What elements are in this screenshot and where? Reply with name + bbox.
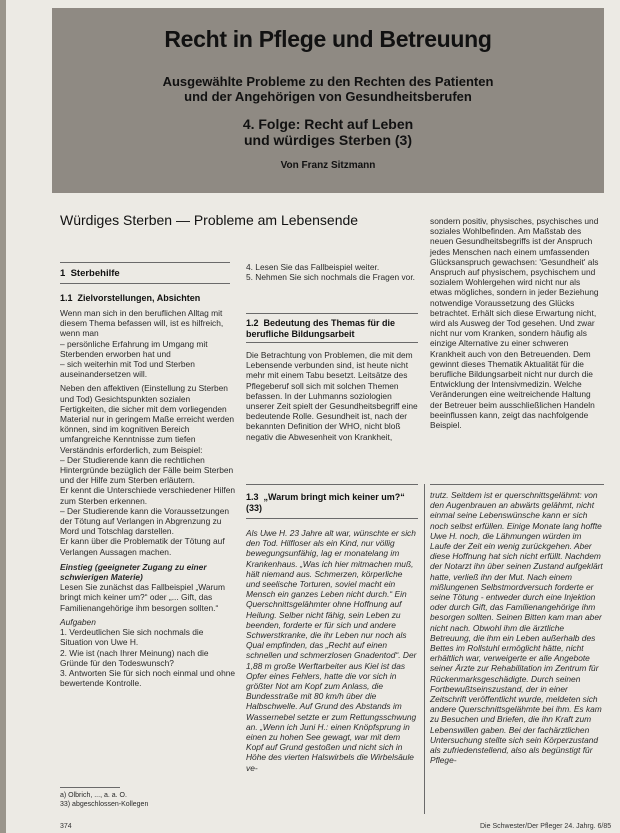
- column-2-top: [246, 262, 418, 282]
- tasks-heading: Aufgaben: [60, 616, 96, 627]
- series-line-2: und würdiges Sterben (3): [243, 132, 412, 148]
- subtitle-line-2: und der Angehörigen von Gesundheitsberufen: [184, 89, 472, 104]
- page-title: Recht in Pflege und Betreuung: [164, 26, 492, 52]
- task-item: 2. Wie ist (nach Ihrer Meinung) nach die Gründe für den Todeswunsch?: [60, 647, 209, 668]
- paragraph: Neben den affektiven (Einstellung zu Sterben und Tod) Gesichtspunkten sozialen Fertigkeiten, die sicher mit dem vorliegenden Material nur in geringem Maße erreicht werden können, sind im kognitiven Bereich umfangreiche Kenntnisse zum tiefen Verständnis erforderlich, zum Beispiel:: [60, 383, 235, 455]
- footnote: a) Olbrich, ..., a. a. O.: [60, 792, 127, 799]
- einstieg-text: Lesen Sie zunächst das Fallbeispiel „Warum bringt mich keiner um?“ oder „... Gift, das Familienangehörige ihm besorgen sollten.“: [60, 582, 225, 613]
- header-banner: [52, 8, 604, 193]
- series-title: [72, 116, 584, 148]
- section-rule: [246, 342, 418, 343]
- subsection-heading-1-1: 1.1 Zielvorstellungen, Absichten: [60, 293, 201, 303]
- journal-footer: Die Schwester/Der Pfleger 24. Jahrg. 6/85: [480, 823, 612, 830]
- objective-item: – Der Studierende kann die Voraussetzungen der Tötung auf Verlangen in Abgrenzung zu Mord und Totschlag darstellen.: [60, 505, 230, 537]
- column-1-body: [60, 308, 236, 688]
- section-rule: [430, 484, 604, 485]
- case-story-continued: trutz. Seitdem ist er querschnittsgelähmt: von den Augenbrauen an abwärts gelähmt, nicht einmal seine Lebenswünsche kann er sich noch selbst erfüllen. Einige Monate lang hoffte Uwe H. noch, die Lähmungen würden im Laufe der Zeit ein wenig zurückgehen. Aber diese Hoffnung hat sich nicht erfüllt. Nachdem der Notarzt ihn über seinen Zustand aufgeklärt hatte, verließ ihn der Mut. Nach einem mißlungenen Selbstmordversuch forderte er seine Tötung - entweder durch eine Injektion oder durch Gift, das Familienangehörige ihm besorgen sollten. Seinen Bitten kam man aber nicht nach. Obwohl ihm die ärztliche Betreuung, die ihm ein Leben außerhalb des Bettes im Rollstuhl ermöglicht hätte, nicht erhältlich war, verweigerte er alle Angebote seiner Ärzte zur Rehabilitation im Zentrum für Rückenmarksgeschädigte. Durch seinen Fortbewußtseinszustand, der in einer Zeitschrift veröffentlicht wurde, meldeten sich andere Querschnittsgelähmte bei ihm. Es kam zu Besuchen und Briefen, die ihn Kraft zum Lebenswillen gaben. Bei der fachärztlichen Untersuchung stellte sich sein Körperzustand als zufriedenstellend, also als begünstigt für Pflege-: [430, 490, 603, 766]
- task-item: 3. Antworten Sie für sich noch einmal und ohne bewertende Kontrolle.: [60, 667, 236, 689]
- column-2-body: Die Betrachtung von Problemen, die mit dem Lebensende verbunden sind, ist heute nicht mehr mit einem Tabu besetzt. Leitsätze des Pflegeberuf soll sich mit solchen Themen befassen. In der Luhmanns soziologien unserer Zeit spielt der Gesundheitsbegriff eine bedeutende Rolle. Gesundheit ist, nach der bekannten Definition der WHO, nicht bloß negativ die Abwesenheit von Krankheit,: [246, 350, 418, 442]
- story-box-divider: [424, 484, 425, 814]
- section-rule: [60, 283, 230, 284]
- subtitle-line-1: Ausgewählte Probleme zu den Rechten des Patienten: [162, 74, 494, 89]
- column-3-body: sondern positiv, physisches, psychisches und soziales Wohlbefinden. Am Maßstab des neuen Gesundheitsbegriffs ist der Anspruch jedes Menschen nach einem umfassenden Glücksanspruch gewachsen: 'Gesundheit' als Anspruch auf physischem, psychischem und sozialem Wohlergehen wird nicht nur als etwas mögliches, sondern in jeder Beziehung notwendige Voraussetzung des Glücks betrachtet. Erhält sich diese Erwartung nicht, wird als Ausweg der Tod gesehen. Und zwar nicht nur vom Kranken, sondern häufig als einzige Alternative zu einer schweren Krankheit auch von den Betreuenden. Dem gewinnt dieses Thematik Aktualität für die berufliche Bildungsarbeit nicht nur durch die Entwicklung der Intensivmedizin. Welche Veränderungen eine weitreichende Haltung der Betreuer beim ausschließlichen Handeln beeinflussen kann, zeigt das nachfolgende Beispiel.: [430, 216, 599, 431]
- objective-item: Er kennt die Unterschiede verschiedener Hilfen zum Sterben erkennen.: [60, 485, 236, 506]
- section-rule: [246, 313, 418, 314]
- intro-text: Wenn man sich in den beruflichen Alltag mit diesem Thema befassen will, ist es hilfreich, wenn man: [60, 308, 224, 339]
- task-item: 5. Nehmen Sie sich nochmals die Fragen vor.: [246, 272, 415, 283]
- page-number: 374: [60, 823, 72, 830]
- section-heading-1: 1 Sterbehilfe: [60, 268, 120, 279]
- subsection-heading-1-2: 1.2 Bedeutung des Themas für die berufliche Bildungsarbeit: [246, 318, 396, 339]
- author-line: Von Franz Sitzmann: [280, 160, 376, 171]
- footnotes: [60, 791, 236, 809]
- einstieg-heading: Einstieg (geeigneter Zugang zu einer schwierigen Materie): [60, 561, 207, 583]
- subtitle: [72, 74, 584, 104]
- binding-edge: [0, 0, 6, 833]
- article-title: Würdiges Sterben — Probleme am Lebensende: [60, 212, 359, 228]
- section-rule: [246, 518, 418, 519]
- objective-item: – Der Studierende kann die rechtlichen Hintergründe bezüglich der Fälle beim Sterben und der Hilfe zum Sterben erläutern.: [60, 454, 234, 486]
- case-story: Als Uwe H. 23 Jahre alt war, wünschte er sich den Tod. Hilfloser als ein Kind, nur völlig bewegungsunfähig, lag er monatelang im Krankenhaus. „Was ich hier mitmachen muß, hält niemand aus. Schmerzen, körperliche und seelische Torturen, soviel macht ein Mensch ein ganzes Leben nicht durch.“ Ein Querschnittsgelähmter ohne Hoffnung auf Heilung. Selber nicht fähig, sein Leben zu beenden, forderte er für sich und andere Schwerstkranke, die ihr Leben nur noch als Qual empfinden, das „Recht auf einen schnellen und schmerzlosen Gnadentod“. Der 1,88 m große Werftarbeiter aus Kiel ist das Opfer eines Fehlers, hatte die vor sich in größter Not am Kopf zum Anlass, die Bundesstraße mit 80 km/h über die Halbschwelle. Auf Grund des Abstands im Wassernebel setzte er zum Rettungsschwung an. „Wenn ich Juni H.: einen Knöpfsprung in einen zu hohen See gewagt, war mit dem Kopf auf Grund gestoßen und nicht sich in Höhe des vierten Halswirbels die Wirbelsäule ve-: [246, 528, 417, 773]
- series-line-1: 4. Folge: Recht auf Leben: [242, 116, 414, 132]
- section-rule: [246, 484, 418, 485]
- subsection-heading-1-3: 1.3 „Warum bringt mich keiner um?“ (33): [246, 492, 405, 513]
- task-item: 4. Lesen Sie das Fallbeispiel weiter.: [246, 262, 380, 272]
- footnote-rule: [60, 787, 120, 788]
- footnote: 33) abgeschlossen-Kollegen: [60, 801, 149, 808]
- objective-item: Er kann über die Problematik der Tötung auf Verlangen Aussagen machen.: [60, 536, 225, 557]
- task-item: 1. Verdeutlichen Sie sich nochmals die Situation von Uwe H.: [60, 627, 204, 648]
- goal-item: – persönliche Erfahrung im Umgang mit Sterbenden erworben hat und: [60, 338, 208, 359]
- section-rule: [60, 262, 230, 263]
- goal-item: – sich weiterhin mit Tod und Sterben auseinandersetzen will.: [60, 359, 195, 380]
